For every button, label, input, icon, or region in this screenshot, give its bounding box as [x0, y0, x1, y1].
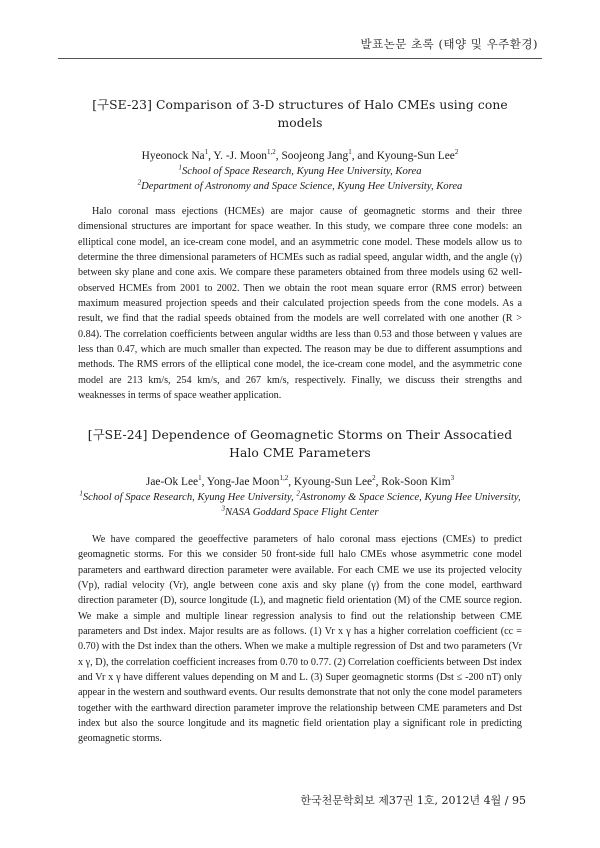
affiliation	[78, 179, 522, 194]
author-list: Jae-Ok Lee$^1$, Yong-Jae Moon$^{1,2}$, Kyoung-Sun Lee$^2$, Rok-Soon Kim$^3$	[145, 474, 455, 488]
author-name: Rok-Soon Kim	[381, 476, 451, 488]
author-sup: 3	[450, 474, 455, 483]
author-sup: 1	[348, 148, 352, 157]
article-se23	[78, 96, 522, 403]
affiliation-text: NASA Goddard Space Flight Center	[224, 507, 379, 518]
author-sup: 1,2	[279, 474, 289, 483]
author-name: Kyoung-Sun Lee	[376, 150, 455, 162]
author-sup: 1	[204, 148, 209, 157]
running-header: 발표논문 초록 (태양 및 우주환경)	[360, 37, 538, 51]
affiliation-text: School of Space Research, Kyung Hee University,	[82, 492, 294, 503]
affiliation	[78, 164, 522, 179]
header-rule	[58, 58, 542, 59]
affiliation-sup: 1	[79, 489, 83, 498]
author-name: Y. -J. Moon	[213, 150, 267, 162]
author-sup: 1	[198, 474, 202, 483]
affiliation-text: School of Space Research, Kyung Hee University, Korea	[181, 166, 422, 177]
abstract: Halo coronal mass ejections (HCMEs) are major cause of geomagnetic storms and their three dimensional structures are important for space weather. In this study, we compare three cone models: an elliptical cone model, an ice-cream cone model, and an asymmetric cone model. These models allow us to determine the three dimensional parameters of HCMEs such as radial speed, angular width, and the angle (γ) between sky plane and cone axis. We compare these parameters obtained from three models using 62 well-observed HCMEs from 2001 to 2002. Then we obtain the root mean square error (RMS error) between maximum measured projection speeds and their calculated projection speeds from the cone models. As a result, we find that the radial speeds obtained from the models are well correlated with one another (R > 0.84). The correlation coefficients between angular widths are less than 0.53 and those between γ values are less than 0.47, which are much smaller than expected. The reason may be due to different assumptions and methods. The RMS errors of the elliptical cone model, the ice-cream cone model, and the asymmetric cone model are 213 km/s, 254 km/s, and 267 km/s, respectively. Finally, we discuss their strengths and weaknesses in terms of space weather application.	[78, 206, 522, 402]
author-name: Jae-Ok Lee	[145, 476, 199, 488]
affiliation-text: Department of Astronomy and Space Science, Kyung Hee University, Korea	[141, 181, 463, 192]
affiliation-sup: 2	[296, 489, 300, 498]
author-list: Hyeonock Na$^1$, Y. -J. Moon$^{1,2}$, Soojeong Jang$^1$, and Kyoung-Sun Lee$^2$	[141, 148, 459, 162]
article-se24	[78, 426, 522, 747]
affiliation	[78, 490, 522, 520]
author-name: Soojeong Jang	[281, 150, 349, 162]
author-sup: 2	[454, 148, 459, 157]
author-sup: 2	[372, 474, 376, 483]
author-sup: 1,2	[266, 148, 276, 157]
affiliation-sup: 1	[178, 163, 182, 172]
page-footer: 한국천문학회보 제37권 1호, 2012년 4월 / 95	[300, 794, 526, 807]
article-title: [구SE-23] Comparison of 3-D structures of Halo CMEs using cone models	[92, 98, 508, 130]
abstract: We have compared the geoeffective parameters of halo coronal mass ejections (CMEs) to predict geomagnetic storms. For this we consider 50 front-side full halo CMEs whose asymmetric cone model parameters and earthward direction parameter were available. For each CME we use its projected velocity (Vp), radial velocity (Vr), angle between cone axis and sky plane (γ) from the cone model, earthward direction parameter (D), source longitude (L), and magnetic field orientation (M) of the CME source region. We make a simple and multiple linear regression analysis to find out the relationship between CME parameters and Dst index. Major results are as follows. (1) Vr x γ has a higher correlation coefficient (cc = 0.70) with the Dst index than the others. When we make a multiple regression of Dst and two parameters (Vr x γ, D), the correlation coefficient increases from 0.70 to 0.77. (2) Correlation coefficients between Dst index and Vr x γ have different values depending on M and L. (3) Super geomagnetic storms (Dst ≤ -200 nT) only appear in the western and southward events. Our results demonstrate that not only the cone model parameters together with the earthward direction parameter improve the relationship between CME parameters and Dst index but also the source longitude and its magnetic field orientation play a significant role in predicting geomagnetic storms.	[78, 534, 522, 745]
affiliation-sup: 2	[137, 178, 142, 187]
author-name: Hyeonock Na	[141, 150, 205, 162]
article-title: [구SE-24] Dependence of Geomagnetic Storms on Their Assocatied Halo CME Parameters	[87, 428, 513, 460]
author-name: Kyoung-Sun Lee	[293, 476, 373, 488]
author-name: Yong-Jae Moon	[206, 476, 280, 488]
affiliation-text: Astronomy & Space Science, Kyung Hee University,	[299, 492, 521, 503]
affiliation-sup: 3	[221, 504, 225, 513]
